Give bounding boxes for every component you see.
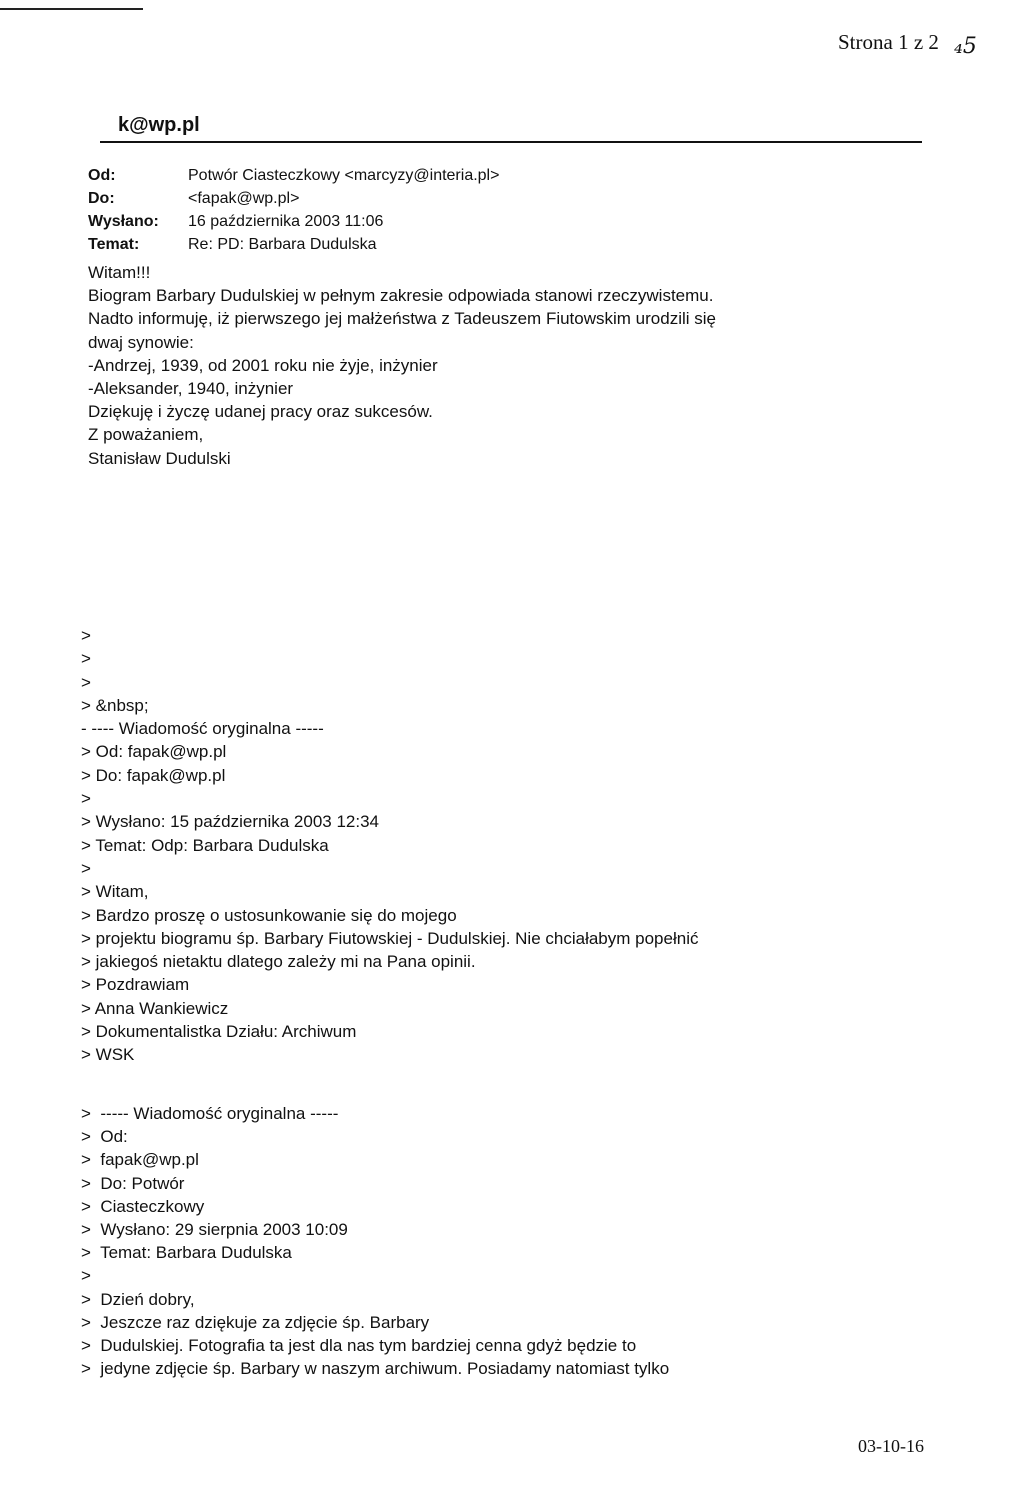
message-body (88, 261, 988, 470)
header-label: Od: (88, 167, 116, 184)
body-line: Z poważaniem, (88, 425, 204, 445)
quoted-line: > Od: (81, 1127, 128, 1147)
body-line: Witam!!! (88, 263, 151, 282)
message-header (88, 164, 499, 256)
header-label: Temat: (88, 236, 140, 253)
sent-date: 16 października 2003 11:06 (188, 213, 384, 230)
quoted-line: > Pozdrawiam (81, 975, 190, 995)
body-line: dwaj synowie: (88, 332, 194, 352)
quoted-line: - ---- Wiadomość oryginalna ----- (81, 719, 324, 739)
quoted-line: > Od: fapak@wp.pl (81, 742, 227, 762)
sender: Potwór Ciasteczkowy <marcyzy@interia.pl> (188, 167, 500, 184)
quoted-line: > (81, 858, 91, 878)
body-line: Biogram Barbary Dudulskiej w pełnym zakresie odpowiada stanowi rzeczywistemu. (88, 286, 714, 306)
quoted-line: > Jeszcze raz dziękuje za zdjęcie śp. Barbary (81, 1312, 430, 1332)
quoted-line: > &nbsp; (81, 695, 149, 715)
header-label: Do: (88, 190, 115, 207)
quoted-line: > WSK (81, 1045, 135, 1065)
page-number: Strona 1 z 2 (838, 30, 939, 54)
handwritten-mark: ₄5 (954, 34, 977, 59)
quoted-line: > Temat: Barbara Dudulska (81, 1243, 292, 1263)
quoted-line: > Do: Potwór (81, 1173, 185, 1193)
body-line: -Aleksander, 1940, inżynier (88, 379, 294, 399)
quoted-line: > Dokumentalistka Działu: Archiwum (81, 1022, 357, 1042)
quoted-line: > (81, 649, 91, 669)
quoted-line: > Wysłano: 15 października 2003 12:34 (81, 812, 380, 832)
header-row-subject (88, 233, 499, 256)
quoted-line: > Temat: Odp: Barbara Dudulska (81, 835, 329, 855)
header-row-from (88, 164, 499, 187)
quoted-line: > Ciasteczkowy (81, 1196, 205, 1216)
body-line: -Andrzej, 1939, od 2001 roku nie żyje, inżynier (88, 355, 438, 375)
subject: Re: PD: Barbara Dudulska (188, 236, 377, 253)
quoted-line: > projektu biogramu śp. Barbary Fiutowskiej - Dudulskiej. Nie chciałabym popełnić (81, 928, 699, 948)
quoted-line: > Anna Wankiewicz (81, 998, 229, 1018)
header-row-sent (88, 210, 499, 233)
footer-date: 03-10-16 (858, 1436, 924, 1456)
quoted-line: > (81, 789, 91, 809)
quoted-line: > (81, 672, 91, 692)
quoted-line: > ----- Wiadomość oryginalna ----- (81, 1104, 339, 1123)
quoted-line: > jakiegoś nietaktu dlatego zależy mi na Pana opinii. (81, 952, 476, 972)
quoted-line: > Wysłano: 29 sierpnia 2003 10:09 (81, 1220, 348, 1240)
header-row-to (88, 187, 499, 210)
quoted-line: > (81, 1266, 91, 1286)
body-line: Dziękuję i życzę udanej pracy oraz sukcesów. (88, 402, 433, 422)
recipient: <fapak@wp.pl> (188, 190, 300, 207)
top-rule (0, 8, 143, 10)
signature: Stanisław Dudulski (88, 448, 231, 468)
quoted-line: > Dzień dobry, (81, 1289, 195, 1309)
quoted-line: > Bardzo proszę o ustosunkowanie się do mojego (81, 905, 457, 925)
quoted-message (81, 624, 981, 1067)
quoted-line: > Do: fapak@wp.pl (81, 765, 226, 785)
quoted-line: > jedyne zdjęcie śp. Barbary w naszym archiwum. Posiadamy natomiast tylko (81, 1359, 670, 1379)
header-divider (100, 141, 922, 143)
quoted-line: > fapak@wp.pl (81, 1150, 199, 1170)
quoted-line: > Dudulskiej. Fotografia ta jest dla nas tym bardziej cenna gdyż będzie to (81, 1336, 637, 1356)
body-line: Nadto informuję, iż pierwszego jej małżeństwa z Tadeuszem Fiutowskim urodzili się (88, 309, 716, 329)
quoted-line: > Witam, (81, 882, 149, 902)
quoted-line: > (81, 626, 91, 645)
account-name: k@wp.pl (118, 114, 200, 136)
header-label: Wysłano: (88, 213, 159, 230)
quoted-message-original (81, 1102, 981, 1380)
